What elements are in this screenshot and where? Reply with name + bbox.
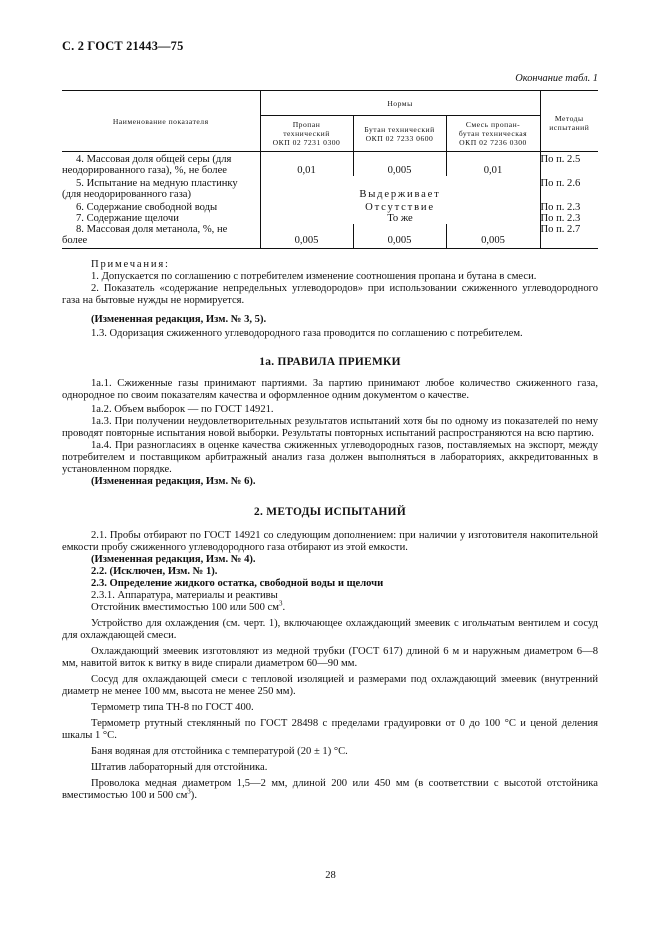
equipment-item: Охлаждающий змеевик изготовляют из медной трубки (ГОСТ 617) длиной 6 м и наружным диаметром 6—8 мм, навитой виток к витку в виде спирали диаметром 60—90 мм. — [62, 646, 598, 669]
section-heading-2: 2. МЕТОДЫ ИСПЫТАНИЙ — [253, 506, 406, 518]
paragraph-1a-1: 1а.1. Сжиженные газы принимают партиями. За партию принимают любое количество сжиженного газа, однородное по своим показателям качества и оформленное одним документом о качестве. — [62, 378, 598, 401]
table-notes — [62, 259, 598, 307]
table-row: 5. Испытание на медную пластинку (для неодорированного газа) Выдерживает По п. 2.6 — [62, 178, 581, 200]
col-mixture-header: Смесь пропан- бутан техническая ОКП 02 7236 0300 — [446, 116, 540, 152]
paragraph-2-2: 2.2. (Исключен, Изм. № 1). — [91, 566, 218, 577]
table-row: 7. Содержание щелочи То же По п. 2.3 — [62, 213, 598, 224]
table-continuation-label: Окончание табл. 1 — [515, 73, 598, 84]
amendment-note: (Измененная редакция, Изм. № 6). — [91, 476, 256, 487]
col-norms-header: Нормы — [260, 91, 540, 116]
col-name-header: Наименование показателя — [62, 91, 260, 152]
table-row: 6. Содержание свободной воды Отсутствие По п. 2.3 — [62, 200, 598, 213]
paragraph-1a-4: 1а.4. При разногласиях в оценке качества сжиженных углеводородных газов, поставляемых на экспорт, между потребителем и поставщиком арбитражный анализ газа должен выполняться в лабораториях, аккредитованных в установленном порядке. — [62, 440, 598, 475]
notes-title: Примечания: — [91, 259, 170, 270]
col-methods-header: Методы испытаний — [540, 91, 598, 152]
paragraph-1a-2: 1а.2. Объем выборок — по ГОСТ 14921. — [91, 404, 274, 415]
equipment-item: Штатив лабораторный для отстойника. — [91, 762, 268, 773]
equipment-item: Отстойник вместимостью 100 или 500 $см^3$. — [91, 599, 286, 613]
equipment-item: Сосуд для охлаждающей смеси с тепловой изоляцией и размерами под охлаждающий змеевик (внутренний диаметр не менее 100 мм, высота не менее 250 мм). — [62, 674, 598, 697]
equipment-item: Проволока медная диаметром 1,5—2 мм, длиной 200 или 450 мм (в соответствии с высотой отстойника вместимостью 100 и 500 $см^3$). — [62, 778, 598, 801]
section-heading-1a: 1а. ПРАВИЛА ПРИЕМКИ — [259, 356, 401, 368]
note-2: 2. Показатель «содержание непредельных углеводородов» при использовании сжиженного углеводородного газа на бытовые нужды не нормируется. — [62, 283, 598, 306]
norms-table — [62, 90, 598, 249]
note-1: 1. Допускается по соглашению с потребителем изменение соотношения пропана и бутана в смеси. — [91, 271, 537, 282]
document-page — [62, 40, 598, 802]
paragraph-2-3: 2.3. Определение жидкого остатка, свободной воды и щелочи — [91, 578, 384, 589]
amendment-note: (Измененная редакция, Изм. № 4). — [91, 554, 256, 565]
page-number: 28 — [325, 870, 336, 881]
table-row: 4. Массовая доля общей серы (для неодорированного газа), %, не более 0,01 0,005 0,01 По п. 2.5 — [62, 152, 598, 177]
paragraph-1-3: 1.3. Одоризация сжиженного углеводородного газа проводится по соглашению с потребителем. — [91, 328, 523, 339]
page-header: С. 2 ГОСТ 21443—75 — [62, 39, 184, 53]
paragraph-1a-3: 1а.3. При получении неудовлетворительных результатов испытаний хотя бы по одному из показателей по нему проводят повторные испытания новой выборки. Результаты повторных испытаний распространяются на всю партию. — [62, 416, 598, 439]
col-butane-header: Бутан технический ОКП 02 7233 0600 — [353, 116, 446, 152]
equipment-item: Устройство для охлаждения (см. черт. 1), включающее охлаждающий змеевик с игольчатым вентилем и сосуд для охлаждающей смеси. — [62, 618, 598, 641]
equipment-item: Термометр ртутный стеклянный по ГОСТ 28498 с пределами градуировки от 0 до 100 °С и ценой деления шкалы 1 °С. — [62, 718, 598, 741]
amendment-note: (Измененная редакция, Изм. № 3, 5). — [91, 314, 267, 325]
paragraph-2-3-1: 2.3.1. Аппаратура, материалы и реактивы — [91, 590, 278, 601]
equipment-item: Баня водяная для отстойника с температурой (20 ± 1) °С. — [91, 746, 348, 757]
table-row: 8. Массовая доля метанола, %, не более 0,005 0,005 0,005 По п. 2.7 — [62, 224, 598, 249]
col-propane-header: Пропан технический ОКП 02 7231 0300 — [260, 116, 353, 152]
paragraph-2-1: 2.1. Пробы отбирают по ГОСТ 14921 со следующим дополнением: при наличии у изготовителя накопительной емкости пробу сжиженного углеводородного газа отбирают из этой емкости. — [62, 530, 598, 553]
equipment-item: Термометр типа ТН-8 по ГОСТ 400. — [91, 702, 254, 713]
